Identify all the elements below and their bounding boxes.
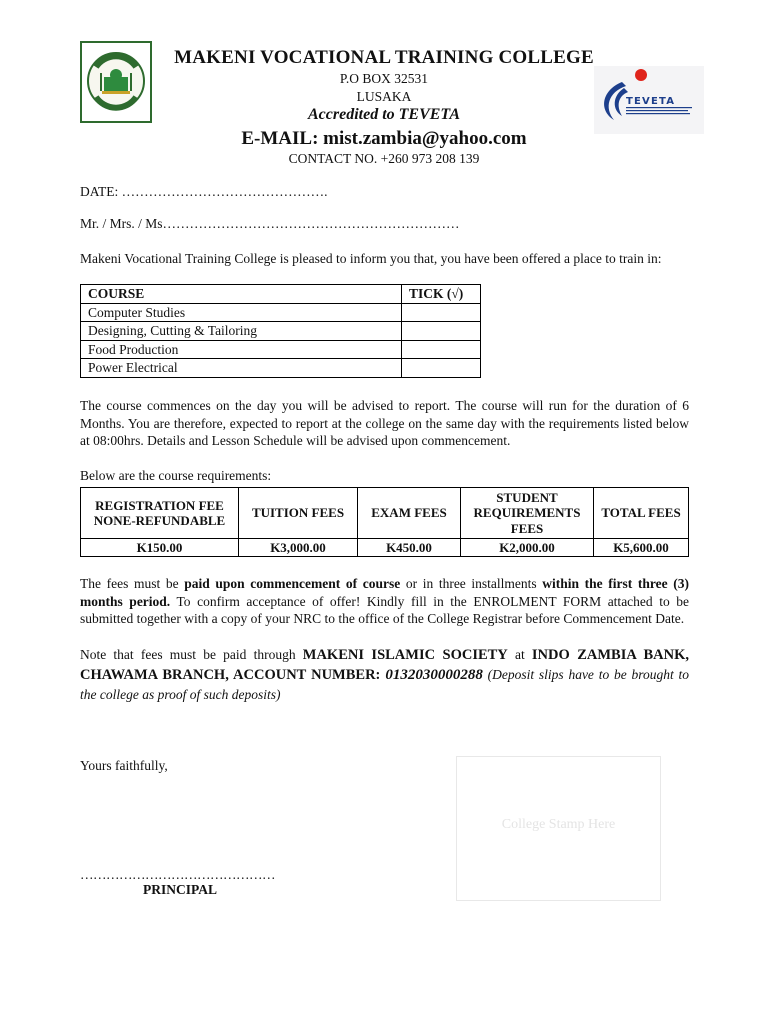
recipient-line: Mr. / Mrs. / Ms………………………………………………………… (80, 216, 460, 231)
course-name: Designing, Cutting & Tailoring (81, 322, 402, 341)
date-line: DATE: ………………………………………. (80, 184, 328, 199)
stamp-label: College Stamp Here (501, 817, 616, 832)
fees-table (80, 487, 689, 557)
bank-paragraph (80, 645, 689, 705)
fees-header-cell: REGISTRATION FEE NONE-REFUNDABLE (81, 488, 239, 539)
course-name: Power Electrical (81, 359, 402, 378)
bank-name-emphasis: MAKENI ISLAMIC SOCIETY (302, 647, 508, 663)
po-box: P.O BOX 32531 (339, 71, 429, 86)
tick-cell[interactable] (402, 340, 481, 359)
course-table-header (81, 285, 481, 304)
payment-emphasis: paid upon commencement of course (184, 576, 401, 591)
table-row (81, 303, 481, 322)
commencement-paragraph: The course commences on the day you will be advised to report. The course will run for the duration of 6 Months. You are therefore, expected to report at the college on the same day with the requirements listed below at 08:00hrs. Details and Lesson Schedule will be advised upon commencement. (80, 398, 689, 448)
fee-value: K2,000.00 (461, 539, 594, 557)
table-row (81, 539, 689, 557)
college-name: MAKENI VOCATIONAL TRAINING COLLEGE (174, 47, 594, 68)
fees-header-cell: TOTAL FEES (594, 488, 689, 539)
svg-text:TEVETA: TEVETA (626, 96, 676, 107)
intro-paragraph: Makeni Vocational Training College is pleased to inform you that, you have been offered a place to train in: (80, 251, 662, 266)
fees-header-cell: EXAM FEES (358, 488, 461, 539)
bank-emphasis: INDO ZAMBIA BANK, CHAWAMA BRANCH, ACCOUNT NUMBER: (80, 647, 689, 683)
city: LUSAKA (356, 89, 412, 104)
tick-header: TICK (√) (402, 285, 481, 304)
fees-header-cell: STUDENT REQUIREMENTS FEES (461, 488, 594, 539)
closing-line: Yours faithfully, (80, 758, 168, 773)
payment-text: or in three installments (400, 576, 543, 591)
fee-value: K150.00 (81, 539, 239, 557)
contact-number: CONTACT NO. +260 973 208 139 (288, 151, 480, 166)
bank-text: at (507, 647, 532, 662)
deposit-note: (Deposit slips have to be brought to the college as proof of such deposits) (80, 667, 689, 702)
payment-text: To confirm acceptance of offer! Kindly fill in the ENROLMENT FORM attached to be submitted together with a copy of your NRC to the office of the College Registrar before Commencement Date. (80, 593, 689, 626)
table-row (81, 340, 481, 359)
course-name: Food Production (81, 340, 402, 359)
signature-line: ……………………………………… (80, 867, 275, 882)
course-header: COURSE (81, 285, 402, 304)
fee-value: K5,600.00 (594, 539, 689, 557)
requirements-intro: Below are the course requirements: (80, 468, 272, 483)
payment-text: The fees must be (80, 576, 185, 591)
email-line[interactable]: E-MAIL: mist.zambia@yahoo.com (241, 128, 527, 149)
table-row (81, 322, 481, 341)
course-table (80, 284, 481, 378)
account-number: 0132030000288 (385, 667, 483, 683)
fees-header-cell: TUITION FEES (239, 488, 358, 539)
fee-value: K3,000.00 (239, 539, 358, 557)
course-name: Computer Studies (81, 303, 402, 322)
tick-cell[interactable] (402, 322, 481, 341)
fees-table-header (81, 488, 689, 539)
payment-emphasis: within the first three (3) months period. (80, 576, 690, 609)
signatory-title: PRINCIPAL (143, 882, 217, 897)
accreditation: Accredited to TEVETA (308, 106, 460, 123)
payment-paragraph (80, 575, 689, 628)
tick-cell[interactable] (402, 359, 481, 378)
bank-text: Note that fees must be paid through (80, 647, 303, 662)
table-row (81, 359, 481, 378)
fee-value: K450.00 (358, 539, 461, 557)
stamp-box (456, 756, 661, 901)
tick-cell[interactable] (402, 303, 481, 322)
